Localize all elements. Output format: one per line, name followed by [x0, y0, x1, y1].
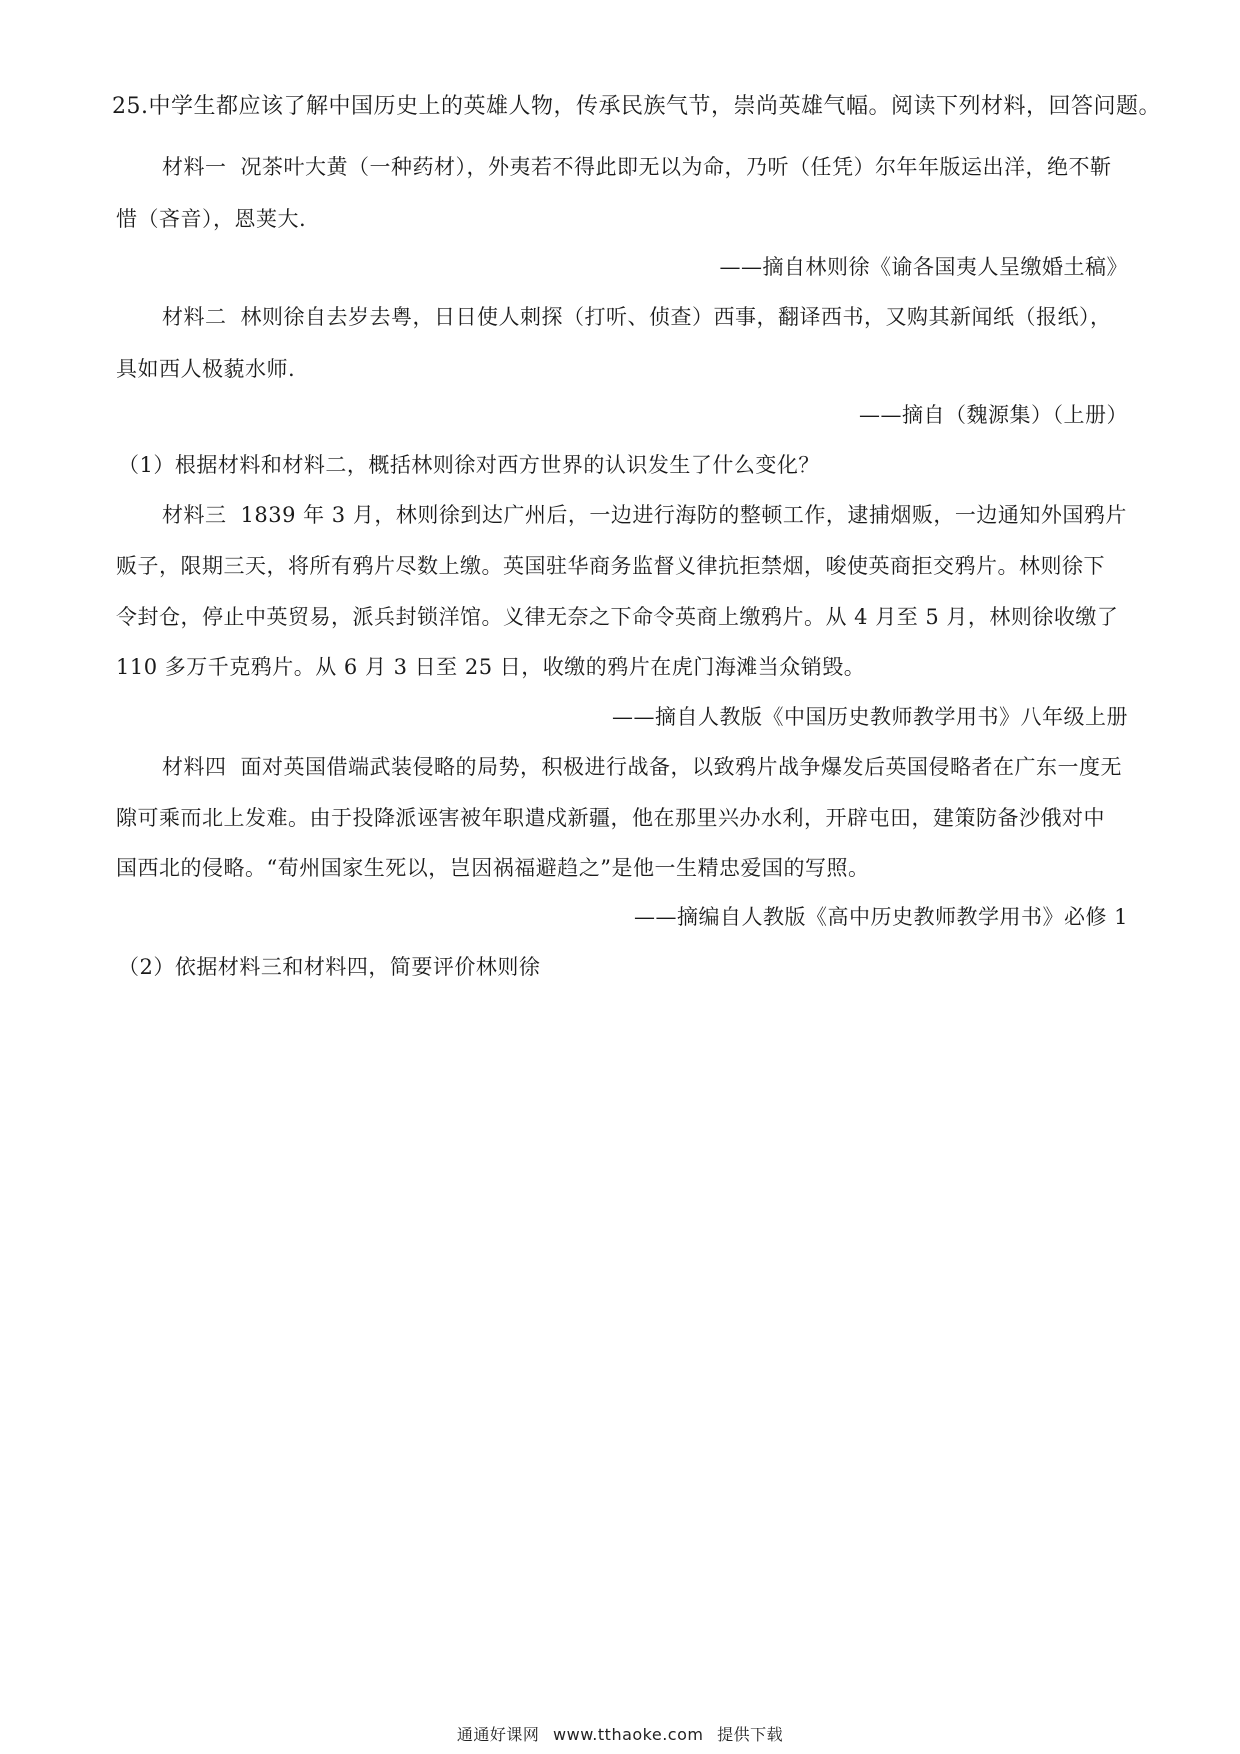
material-1-text-1: 况茶叶大黄（一种药材），外夷若不得此即无以为命，乃听（任凭）尔年年版运出洋，绝不靳	[240, 155, 1112, 179]
material-3-text-1: 1839 年 3 月，林则徐到达广州后，一边进行海防的整顿工作，逮捕烟贩，一边通知外国鸦片	[240, 503, 1127, 527]
material-1-line-2: 惜（吝音），恩荚大.	[116, 207, 307, 231]
material-4-line-2: 隙可乘而北上发难。由于投降派诬害被年职遣戍新疆，他在那里兴办水利，开辟屯田，建策防备沙俄对中	[116, 806, 1105, 830]
material-1-source: ——摘自林则徐《谕各国夷人呈缴婚土稿》	[719, 255, 1128, 279]
page-footer	[0, 1722, 1240, 1745]
footer-url[interactable]: www.tthaoke.com	[553, 1725, 704, 1744]
material-3-label: 材料三	[162, 503, 227, 527]
question-title: 25.中学生都应该了解中国历史上的英雄人物，传承民族气节，崇尚英雄气幅。阅读下列材料，回答问题。	[112, 94, 1161, 119]
material-4-text-1: 面对英国借端武装侵略的局势，积极进行战备，以致鸦片战争爆发后英国侵略者在广东一度无	[240, 755, 1122, 779]
sub-question-1: （1）根据材料和材料二，概括林则徐对西方世界的认识发生了什么变化？	[118, 453, 820, 477]
material-4-line-1	[162, 752, 1122, 782]
material-3-line-3: 令封仓，停止中英贸易，派兵封锁洋馆。义律无奈之下命令英商上缴鸦片。从 4 月至 5 月，林则徐收缴了	[116, 605, 1119, 629]
footer-suffix: 提供下载	[717, 1725, 784, 1744]
material-2-source: ——摘自（魏源集）（上册）	[859, 403, 1128, 427]
material-4-label: 材料四	[162, 755, 227, 779]
material-3-line-2: 贩子，限期三天，将所有鸦片尽数上缴。英国驻华商务监督义律抗拒禁烟，唆使英商拒交鸦片。林则徐下	[116, 554, 1105, 578]
material-3-source: ——摘自人教版《中国历史教师教学用书》八年级上册	[612, 705, 1128, 729]
material-2-line-2: 具如西人极藐水师.	[116, 357, 296, 381]
material-2-label: 材料二	[162, 305, 227, 329]
sub-question-2: （2）依据材料三和材料四，简要评价林则徐	[118, 955, 541, 979]
material-4-line-3: 国西北的侵略。“荀州国家生死以，岂因祸福避趋之”是他一生精忠爱国的写照。	[116, 856, 870, 880]
material-2-line-1	[162, 302, 1112, 332]
material-3-line-1	[162, 500, 1127, 530]
material-1-line-1	[162, 152, 1112, 182]
material-3-line-4: 110 多万千克鸦片。从 6 月 3 日至 25 日，收缴的鸦片在虎门海滩当众销毁。	[116, 655, 866, 679]
material-2-text-1: 林则徐自去岁去粤，日日使人刺探（打听、侦查）西事，翻译西书，又购其新闻纸（报纸），	[240, 305, 1112, 329]
material-1-label: 材料一	[162, 155, 227, 179]
material-4-source: ——摘编自人教版《高中历史教师教学用书》必修 1	[633, 905, 1128, 929]
footer-site-name: 通通好课网	[456, 1725, 540, 1744]
